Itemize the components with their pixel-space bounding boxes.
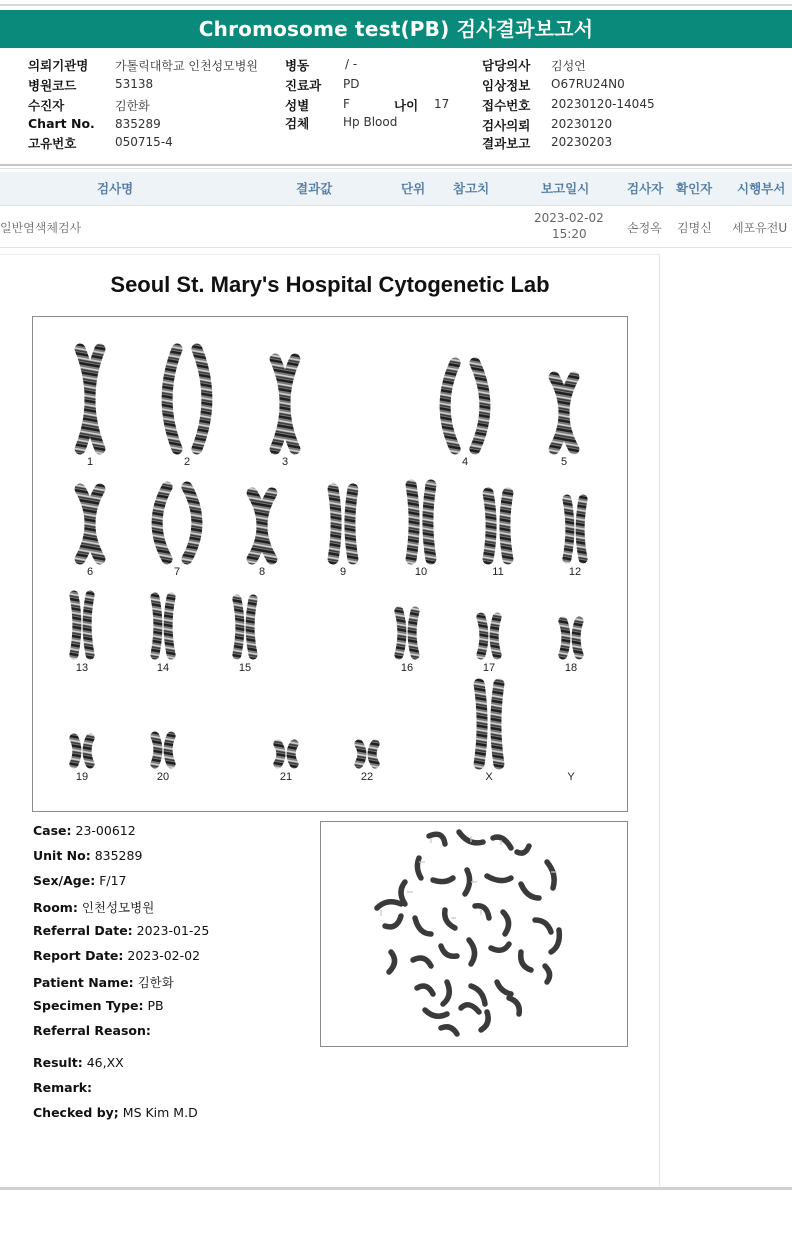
chromosome-pair-20 — [155, 736, 171, 764]
chromosome-label-x: X — [485, 771, 493, 783]
chromosome-pair-8 — [252, 493, 272, 559]
value-institution: 가톨릭대학교 인천성모병원 — [115, 59, 258, 73]
chromosome-pair-x — [479, 684, 499, 764]
chromosome-pair-6 — [80, 489, 100, 559]
chromatid — [333, 489, 336, 559]
karyogram-drawing — [33, 317, 629, 813]
field-sex-age-value: F/17 — [99, 873, 127, 888]
field-sex-age-label: Sex/Age: — [33, 873, 96, 888]
info-divider — [0, 164, 792, 166]
cell-test-name[interactable]: 일반염색체검사 — [0, 221, 82, 235]
chromosome-label-16: 16 — [400, 662, 414, 674]
chromatid — [250, 599, 253, 655]
cell-report-date: 2023-02-02 — [534, 211, 604, 225]
label-institution: 의뢰기관명 — [28, 58, 89, 73]
field-specimen-type-value: PB — [147, 998, 164, 1013]
cell-department: 세포유전U — [732, 221, 788, 235]
patient-info-block — [0, 52, 792, 164]
field-referral-reason-label: Referral Reason: — [33, 1023, 151, 1038]
chromatid — [580, 499, 583, 559]
chromatid — [278, 744, 281, 764]
chromatid — [564, 377, 574, 449]
label-result-report: 결과보고 — [482, 136, 531, 151]
field-remark-label: Remark: — [33, 1080, 93, 1095]
chromatid — [350, 489, 353, 559]
field-case-value: 23-00612 — [75, 823, 136, 838]
field-referral-date — [33, 923, 209, 938]
field-room-value: 인천성모병원 — [81, 900, 155, 915]
chromosome-pair-19 — [74, 738, 90, 764]
value-unique-no: 050715-4 — [115, 135, 173, 149]
value-sex: F — [343, 97, 350, 111]
chromosome-label-20: 20 — [156, 771, 170, 783]
label-clinical-info: 임상정보 — [482, 78, 531, 93]
chromatid — [563, 621, 566, 655]
field-specimen-type — [33, 998, 164, 1013]
chromosome-label-10: 10 — [414, 566, 428, 578]
value-specimen: Hp Blood — [343, 115, 398, 129]
field-sex-age — [33, 873, 127, 888]
chromatid — [481, 617, 484, 655]
value-hospital-code: 53138 — [115, 77, 154, 91]
chromatid — [168, 736, 171, 764]
chromosome-label-21: 21 — [279, 771, 293, 783]
field-result — [33, 1055, 124, 1070]
value-department: PD — [343, 77, 360, 91]
field-report-date — [33, 948, 200, 963]
chromatid — [411, 485, 414, 559]
chromatid — [412, 611, 415, 655]
th-reference[interactable]: 참고치 — [453, 181, 490, 196]
table-row[interactable] — [0, 206, 792, 248]
chromatid — [576, 621, 579, 655]
chromosome-pair-22 — [359, 744, 375, 764]
th-result[interactable]: 결과값 — [296, 181, 333, 196]
field-patient-name — [33, 973, 174, 991]
th-test-name[interactable]: 검사명 — [97, 181, 134, 196]
chromosome-pair-3 — [275, 359, 295, 449]
chromosome-pair-17 — [481, 617, 497, 655]
field-patient-name-value: 김한화 — [137, 975, 174, 990]
chromosome-label-12: 12 — [568, 566, 582, 578]
chromosome-label-14: 14 — [156, 662, 170, 674]
bottom-divider — [0, 1187, 792, 1190]
label-age: 나이 — [394, 98, 419, 113]
chromosome-label-22: 22 — [360, 771, 374, 783]
chromosome-pair-2 — [167, 349, 207, 449]
chromosome-pair-10 — [411, 485, 431, 559]
chromatid — [372, 744, 375, 764]
chromosome-label-11: 11 — [492, 566, 504, 578]
label-department: 진료과 — [285, 78, 322, 93]
chromosome-pair-16 — [399, 611, 415, 655]
chromosome-pair-7 — [157, 487, 197, 559]
field-room-label: Room: — [33, 900, 78, 915]
chromosome-label-5: 5 — [560, 456, 568, 468]
chromatid — [285, 359, 295, 449]
chromatid — [494, 617, 497, 655]
chromosome-label-1: 1 — [86, 456, 94, 468]
chromosome-label-15: 15 — [238, 662, 252, 674]
chromatid — [359, 744, 362, 764]
chromatid — [187, 487, 197, 559]
chromosome-pair-4 — [445, 363, 485, 449]
field-case — [33, 823, 136, 838]
field-checked-by-value: MS Kim M.D — [122, 1105, 198, 1120]
value-doctor: 김성언 — [551, 59, 586, 73]
top-divider — [0, 4, 792, 6]
cell-confirmer: 김명신 — [677, 221, 712, 235]
metaphase-spread-drawing — [321, 822, 627, 1046]
label-unique-no: 고유번호 — [28, 136, 77, 151]
chromatid — [155, 736, 158, 764]
chromatid — [475, 363, 485, 449]
value-request-date: 20230120 — [551, 117, 613, 131]
field-room — [33, 898, 154, 916]
th-confirmer[interactable]: 확인자 — [676, 181, 713, 196]
th-report-datetime[interactable]: 보고일시 — [541, 181, 590, 196]
chromosome-label-17: 17 — [482, 662, 496, 674]
chromatid — [505, 493, 508, 559]
field-result-label: Result: — [33, 1055, 83, 1070]
chromosome-label-3: 3 — [281, 456, 289, 468]
value-chart-no: 835289 — [115, 117, 161, 131]
report-banner-title: Chromosome test(PB) 검사결과보고서 — [0, 10, 792, 48]
chromosome-label-18: 18 — [564, 662, 578, 674]
chromatid — [157, 487, 167, 559]
value-receipt-no: 20230120-14045 — [551, 97, 655, 111]
chromosome-label-6: 6 — [86, 566, 94, 578]
chromosome-label-7: 7 — [173, 566, 181, 578]
cell-report-time: 15:20 — [552, 227, 587, 241]
value-patient: 김한화 — [115, 99, 150, 113]
chromatid — [291, 744, 294, 764]
label-sex: 성별 — [285, 98, 310, 113]
chromosome-pair-11 — [488, 493, 508, 559]
chromosome-label-9: 9 — [339, 566, 347, 578]
chromosome-pair-14 — [155, 597, 171, 655]
chromatid — [87, 738, 90, 764]
chromatid — [197, 349, 207, 449]
chromatid — [445, 363, 455, 449]
field-unit-no — [33, 848, 142, 863]
chromosome-label-4: 4 — [461, 456, 469, 468]
field-result-value: 46,XX — [86, 1055, 124, 1070]
label-specimen: 검체 — [285, 116, 310, 131]
lab-title: Seoul St. Mary's Hospital Cytogenetic Lab — [110, 272, 550, 297]
cell-tester: 손정옥 — [627, 221, 662, 235]
chromatid — [479, 684, 482, 764]
chromatid — [237, 599, 240, 655]
chromatid — [155, 597, 158, 655]
label-receipt-no: 접수번호 — [482, 98, 531, 113]
field-report-date-label: Report Date: — [33, 948, 124, 963]
chromosome-label-19: 19 — [75, 771, 89, 783]
chromosome-label-13: 13 — [75, 662, 89, 674]
chromatid — [168, 597, 171, 655]
chromatid — [488, 493, 491, 559]
chromosome-label-2: 2 — [183, 456, 191, 468]
field-report-date-value: 2023-02-02 — [127, 948, 201, 963]
field-referral-reason — [33, 1023, 151, 1038]
metaphase-spread-image — [320, 821, 628, 1047]
chromatid — [90, 489, 100, 559]
chromosome-shapes — [74, 349, 583, 764]
th-tester[interactable]: 검사자 — [627, 181, 664, 196]
value-age: 17 — [434, 97, 450, 111]
info-divider-thin — [0, 168, 792, 169]
label-patient: 수진자 — [28, 98, 65, 113]
chromatid — [90, 349, 100, 449]
value-clinical-info: O67RU24N0 — [551, 77, 625, 91]
chromatid — [399, 611, 402, 655]
chromatid — [428, 485, 431, 559]
value-result-report: 20230203 — [551, 135, 613, 149]
chromatid — [87, 595, 90, 655]
chromosome-pair-21 — [278, 744, 294, 764]
karyogram-image — [32, 316, 628, 812]
field-checked-by — [33, 1105, 198, 1120]
chromosome-pair-12 — [567, 499, 583, 559]
chromosome-pair-15 — [237, 599, 253, 655]
chromosome-pair-9 — [333, 489, 353, 559]
field-unit-no-label: Unit No: — [33, 848, 91, 863]
chromosome-label-8: 8 — [258, 566, 266, 578]
chromatid — [496, 684, 499, 764]
label-ward: 병동 — [285, 58, 310, 73]
field-specimen-type-label: Specimen Type: — [33, 998, 144, 1013]
chromatid — [262, 493, 272, 559]
field-checked-by-label: Checked by; — [33, 1105, 119, 1120]
chromosome-pair-13 — [74, 595, 90, 655]
chromosome-label-y: Y — [567, 771, 575, 783]
label-doctor: 담당의사 — [482, 58, 531, 73]
field-unit-no-value: 835289 — [94, 848, 143, 863]
chromosome-pair-1 — [80, 349, 100, 449]
field-case-label: Case: — [33, 823, 72, 838]
label-chart-no: Chart No. — [28, 116, 95, 131]
label-request-date: 검사의뢰 — [482, 118, 531, 133]
field-referral-date-value: 2023-01-25 — [136, 923, 210, 938]
field-remark — [33, 1080, 92, 1095]
chromatid — [74, 738, 77, 764]
value-ward: / - — [345, 57, 358, 71]
chromatid — [567, 499, 570, 559]
field-patient-name-label: Patient Name: — [33, 975, 134, 990]
th-department[interactable]: 시행부서 — [737, 181, 786, 196]
th-unit[interactable]: 단위 — [401, 181, 426, 196]
chromosome-pair-5 — [554, 377, 574, 449]
results-table-header — [0, 172, 792, 206]
label-hospital-code: 병원코드 — [28, 78, 77, 93]
chromatid — [74, 595, 77, 655]
chromosome-pair-18 — [563, 621, 579, 655]
chromatid — [167, 349, 177, 449]
field-referral-date-label: Referral Date: — [33, 923, 133, 938]
